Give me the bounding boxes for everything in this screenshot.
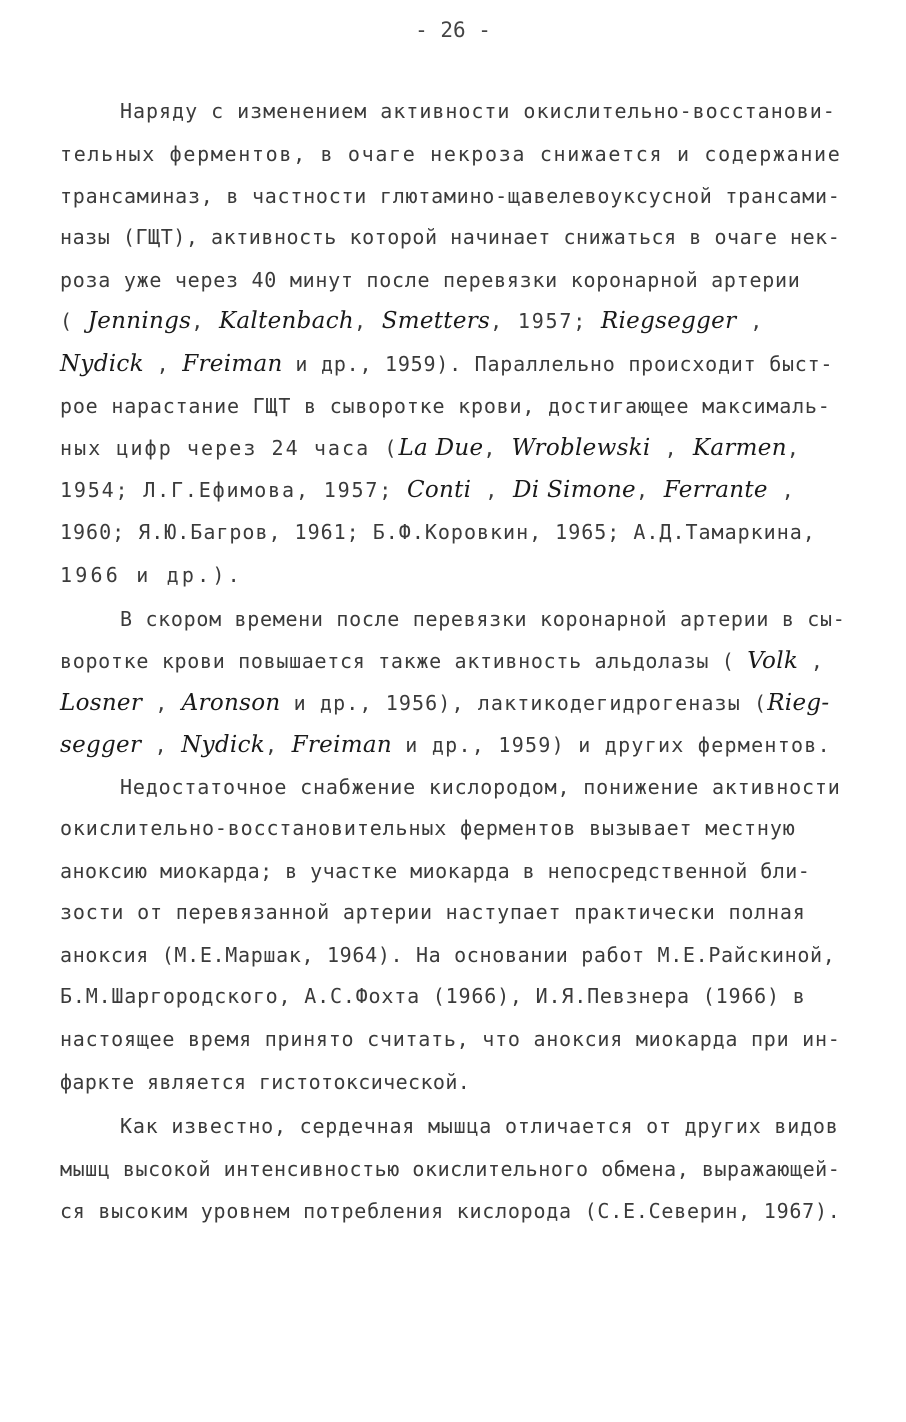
typed-text: , 1957; (490, 309, 601, 333)
text-line (60, 475, 796, 505)
handwritten-name: segger (60, 732, 142, 758)
handwritten-name: Rieg- (767, 690, 830, 716)
handwritten-name: Jennings (87, 308, 192, 334)
typed-text: , (191, 309, 219, 333)
typed-text: аноксия (М.Е.Маршак, 1964). На основании работ М.Е.Райскиной, (60, 943, 836, 967)
typed-text: и др., 1959) и других ферментов. (391, 733, 831, 757)
handwritten-name: Losner (60, 690, 143, 716)
typed-text: воротке крови повышается также активность альдолазы ( (60, 649, 748, 673)
handwritten-name: Freiman (182, 351, 283, 377)
text-line (60, 856, 810, 886)
handwritten-name: Wroblewski (511, 435, 651, 461)
handwritten-name: Volk (747, 648, 799, 674)
text-line (60, 1024, 841, 1054)
handwritten-name: Nydick (181, 732, 266, 758)
typed-text: и др., 1959). Параллельно происходит быст- (282, 352, 834, 376)
text-line (120, 1111, 839, 1141)
typed-text: , (141, 733, 182, 757)
typed-text: назы (ГЩТ), активность которой начинает снижаться в очаге нек- (60, 225, 841, 249)
typed-text: , (265, 733, 292, 757)
typed-text: , (736, 309, 765, 333)
text-line (60, 139, 841, 169)
typed-text: , (798, 649, 824, 673)
text-line (60, 981, 806, 1011)
typed-text: фаркте является гистотоксической. (60, 1070, 471, 1094)
typed-text: Б.М.Шаргородского, А.С.Фохта (1966), И.Я.Певзнера (1966) в (60, 984, 806, 1008)
typed-text: аноксию миокарда; в участке миокарда в непосредственной бли- (60, 859, 811, 883)
text-line (60, 813, 796, 843)
text-line (60, 517, 816, 547)
typed-text: Недостаточное снабжение кислородом, понижение активности (120, 775, 841, 799)
typed-text: , (786, 436, 801, 460)
handwritten-name: Smetters (381, 308, 491, 334)
typed-text: ся высоким уровнем потребления кислорода (С.Е.Северин, 1967). (60, 1199, 841, 1223)
typed-text: , (143, 352, 183, 376)
typed-text: В скором времени после перевязки коронарной артерии в сы- (120, 607, 846, 631)
typed-text: , (635, 478, 664, 502)
text-line (60, 560, 243, 590)
handwritten-name: Riegsegger (600, 308, 737, 334)
typed-text: настоящее время принято считать, что аноксия миокарда при ин- (60, 1027, 841, 1051)
typed-text: , (650, 436, 693, 460)
text-line (60, 940, 835, 970)
typed-text: 1954; Л.Г.Ефимова, 1957; (60, 478, 407, 502)
handwritten-name: Kaltenbach (218, 308, 354, 334)
handwritten-name: Conti (406, 477, 472, 503)
typed-text: тельных ферментов, в очаге некроза снижается и содержание (60, 142, 842, 166)
text-line (60, 646, 824, 676)
text-line (60, 433, 801, 463)
text-line (120, 604, 845, 634)
text-line (60, 730, 831, 760)
handwritten-name: Di Simone (512, 477, 636, 503)
typed-text: , (142, 691, 182, 715)
typed-text: Наряду с изменением активности окислительно-восстанови- (120, 99, 836, 123)
typed-text: ных цифр через 24 часа ( (60, 436, 399, 460)
text-line (120, 772, 841, 802)
text-line (60, 222, 840, 252)
handwritten-name: Aronson (181, 690, 281, 716)
typed-text: , (483, 436, 512, 460)
text-line (60, 897, 806, 927)
text-line (60, 391, 831, 421)
text-line (60, 265, 801, 295)
text-line (60, 1154, 840, 1184)
handwritten-name: Freiman (291, 732, 392, 758)
text-line (60, 1067, 470, 1097)
handwritten-name: Karmen (692, 435, 787, 461)
typed-text: роза уже через 40 минут после перевязки коронарной артерии (60, 268, 801, 292)
handwritten-name: Ferrante (663, 477, 768, 503)
text-line (60, 349, 833, 379)
typed-text: 1966 и др.). (60, 563, 243, 587)
typed-text: зости от перевязанной артерии наступает практически полная (60, 900, 806, 924)
handwritten-name: La Due (398, 435, 484, 461)
text-line (60, 688, 829, 718)
page-number: - 26 - (415, 18, 491, 42)
typed-text: 1960; Я.Ю.Багров, 1961; Б.Ф.Коровкин, 1965; А.Д.Тамаркина, (60, 520, 816, 544)
typed-text: , (354, 309, 382, 333)
typed-text: мышц высокой интенсивностью окислительного обмена, выражающей- (60, 1157, 841, 1181)
typed-text: , (767, 478, 796, 502)
typed-text: ( (60, 309, 88, 333)
typed-text: рое нарастание ГЩТ в сыворотке крови, достигающее максималь- (60, 394, 831, 418)
typed-text: окислительно-восстановительных ферментов вызывает местную (60, 816, 796, 840)
typed-text: , (471, 478, 513, 502)
text-line (60, 306, 764, 336)
typed-text: трансаминаз, в частности глютамино-щавелевоуксусной трансами- (60, 184, 841, 208)
typed-text: и др., 1956), лактикодегидрогеназы ( (280, 691, 768, 715)
typed-text: Как известно, сердечная мышца отличается от других видов (120, 1114, 839, 1138)
handwritten-name: Nydick (60, 351, 144, 377)
text-line (60, 181, 841, 211)
text-line (120, 96, 836, 126)
text-line (60, 1196, 841, 1226)
